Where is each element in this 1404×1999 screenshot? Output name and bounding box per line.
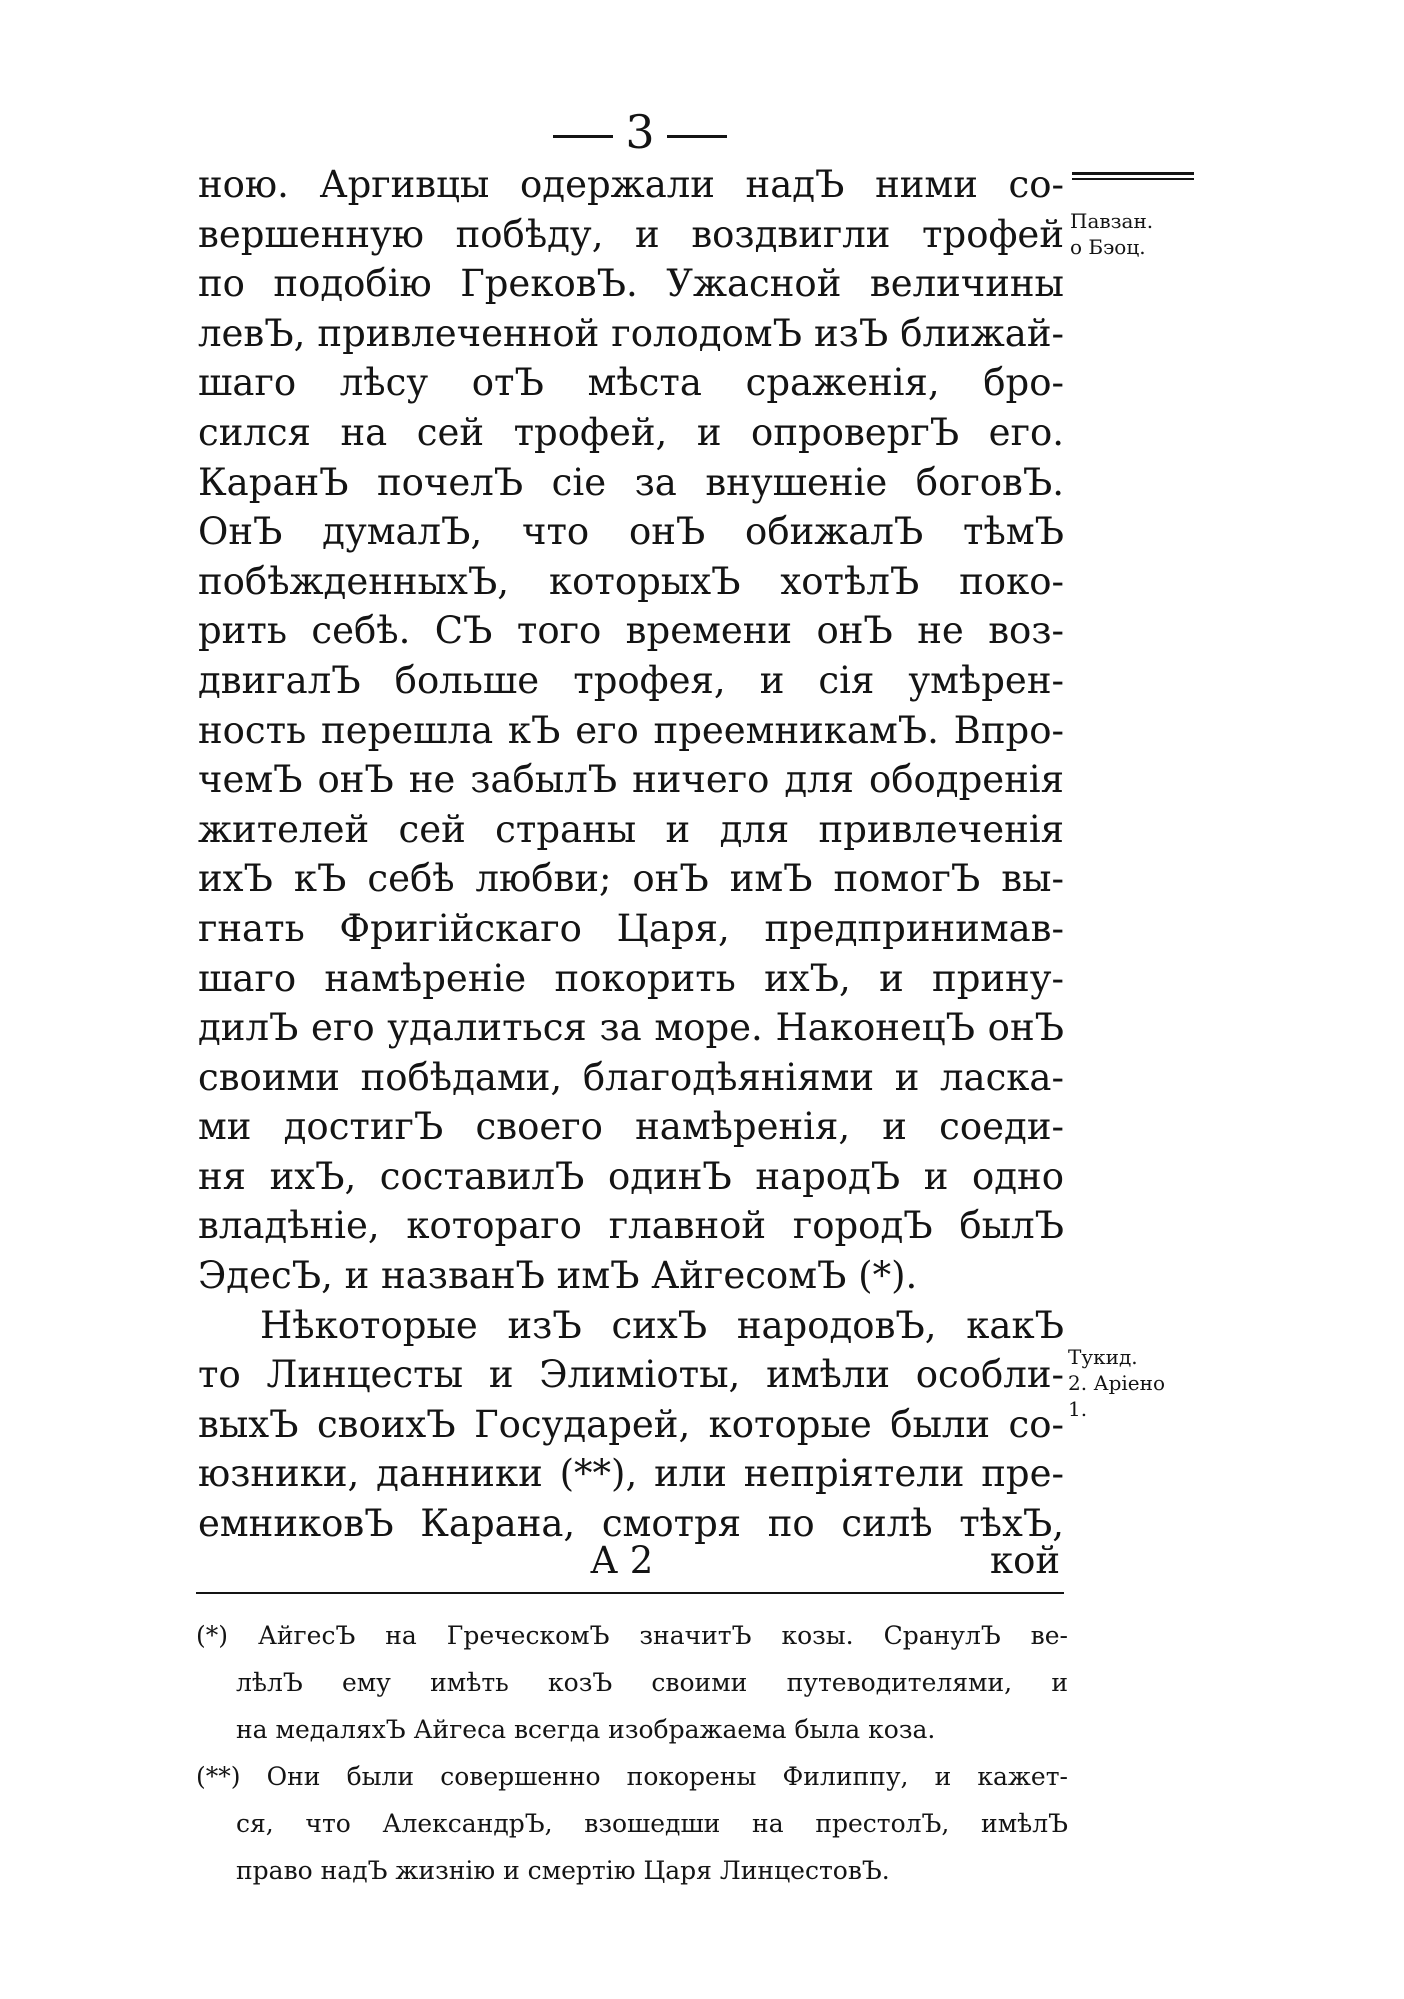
marginal-note-1 (1070, 208, 1153, 260)
footnote-divider (196, 1592, 1064, 1594)
footnote-line-6: право надЪ жизнію и смертію Царя ЛинцестовЪ. (236, 1856, 890, 1885)
page-number-dash-right (667, 135, 727, 138)
text-line-11: двигалЪ больше трофея, и сія умѣрен- (198, 658, 1064, 702)
text-line-5: шаго лѣсу отЪ мѣста сраженія, бро- (198, 361, 1064, 405)
text-line-12: ность перешла кЪ его преемникамЪ. Впро- (198, 708, 1064, 752)
marginal-rule (1072, 172, 1194, 180)
text-line-18: дилЪ его удалиться за море. НаконецЪ онЪ (198, 1006, 1064, 1050)
text-line-19: своими побѣдами, благодѣяніями и ласка- (198, 1055, 1064, 1099)
text-line-27: юзники, данники (**), или непріятели пре- (198, 1452, 1064, 1496)
marginal-note-2-line-3: 1. (1068, 1397, 1088, 1421)
page-number-dash-left (553, 135, 613, 138)
text-line-14: жителей сей страны и для привлеченія (198, 807, 1064, 851)
main-text (198, 160, 1064, 1549)
text-line-13: чемЪ онЪ не забылЪ ничего для ободренія (198, 758, 1064, 802)
text-line-25: то Линцесты и Элиміоты, имѣли особли- (198, 1353, 1064, 1397)
text-line-4: левЪ, привлеченной голодомЪ изЪ ближай- (198, 311, 1064, 355)
text-line-23: ЭдесЪ, и названЪ имЪ АйгесомЪ (*). (198, 1254, 918, 1298)
text-line-2: вершенную побѣду, и воздвигли трофей (198, 212, 1064, 256)
text-line-24: Нѣкоторые изЪ сихЪ народовЪ, какЪ (260, 1303, 1064, 1347)
text-line-16: гнать Фригійскаго Царя, предпринимав- (198, 906, 1064, 950)
text-line-6: сился на сей трофей, и опровергЪ его. (198, 410, 1064, 454)
text-line-28: емниковЪ Карана, смотря по силѣ тѣхЪ, (198, 1502, 1064, 1546)
text-line-21: ня ихЪ, составилЪ одинЪ народЪ и одно (198, 1154, 1064, 1198)
marginal-note-2-line-1: Тукид. (1068, 1345, 1138, 1369)
marginal-note-1-line-1: Павзан. (1070, 209, 1154, 233)
text-line-20: ми достигЪ своего намѣренія, и соеди- (198, 1105, 1064, 1149)
text-line-17: шаго намѣреніе покорить ихЪ, и прину- (198, 956, 1064, 1000)
text-line-7: КаранЪ почелЪ сіе за внушеніе боговЪ. (198, 460, 1064, 504)
text-line-22: владѣніе, котораго главной городЪ былЪ (198, 1204, 1064, 1248)
footnote-line-2: лѣлЪ ему имѣть козЪ своими путеводителями, и (236, 1668, 1068, 1697)
text-line-8: ОнЪ думалЪ, что онЪ обижалЪ тѣмЪ (198, 510, 1064, 554)
text-line-15: ихЪ кЪ себѣ любви; онЪ имЪ помогЪ вы- (198, 857, 1064, 901)
footnote-line-4: (**) Они были совершенно покорены Филиппу, и кажет- (196, 1762, 1068, 1791)
catch-line (198, 1536, 1064, 1586)
footnote-line-5: ся, что АлександрЪ, взошедши на престолЪ, имѣлЪ (236, 1809, 1068, 1838)
marginal-note-1-line-2: о Бэоц. (1070, 235, 1146, 259)
catchword: кой (989, 1539, 1060, 1582)
page-number-value: 3 (625, 105, 655, 159)
marginal-note-2-line-2: 2. Аріено (1068, 1371, 1165, 1395)
footnote-line-1: (*) АйгесЪ на ГреческомЪ значитЪ козы. СранулЪ ве- (196, 1621, 1068, 1650)
text-line-1: ною. Аргивцы одержали надЪ ними со- (198, 163, 1064, 206)
footnote-line-3: на медаляхЪ Айгеса всегда изображаема была коза. (236, 1715, 936, 1744)
text-line-10: рить себѣ. СЪ того времени онЪ не воз- (198, 609, 1064, 653)
text-line-3: по подобію ГрековЪ. Ужасной величины (198, 262, 1064, 306)
text-line-26: выхЪ своихЪ Государей, которые были со- (198, 1402, 1064, 1446)
signature-mark: А 2 (590, 1539, 654, 1582)
text-line-9: побѣжденныхЪ, которыхЪ хотѣлЪ поко- (198, 559, 1064, 603)
marginal-note-2 (1068, 1344, 1165, 1422)
footnotes (196, 1612, 1068, 1894)
page-number (530, 102, 750, 162)
